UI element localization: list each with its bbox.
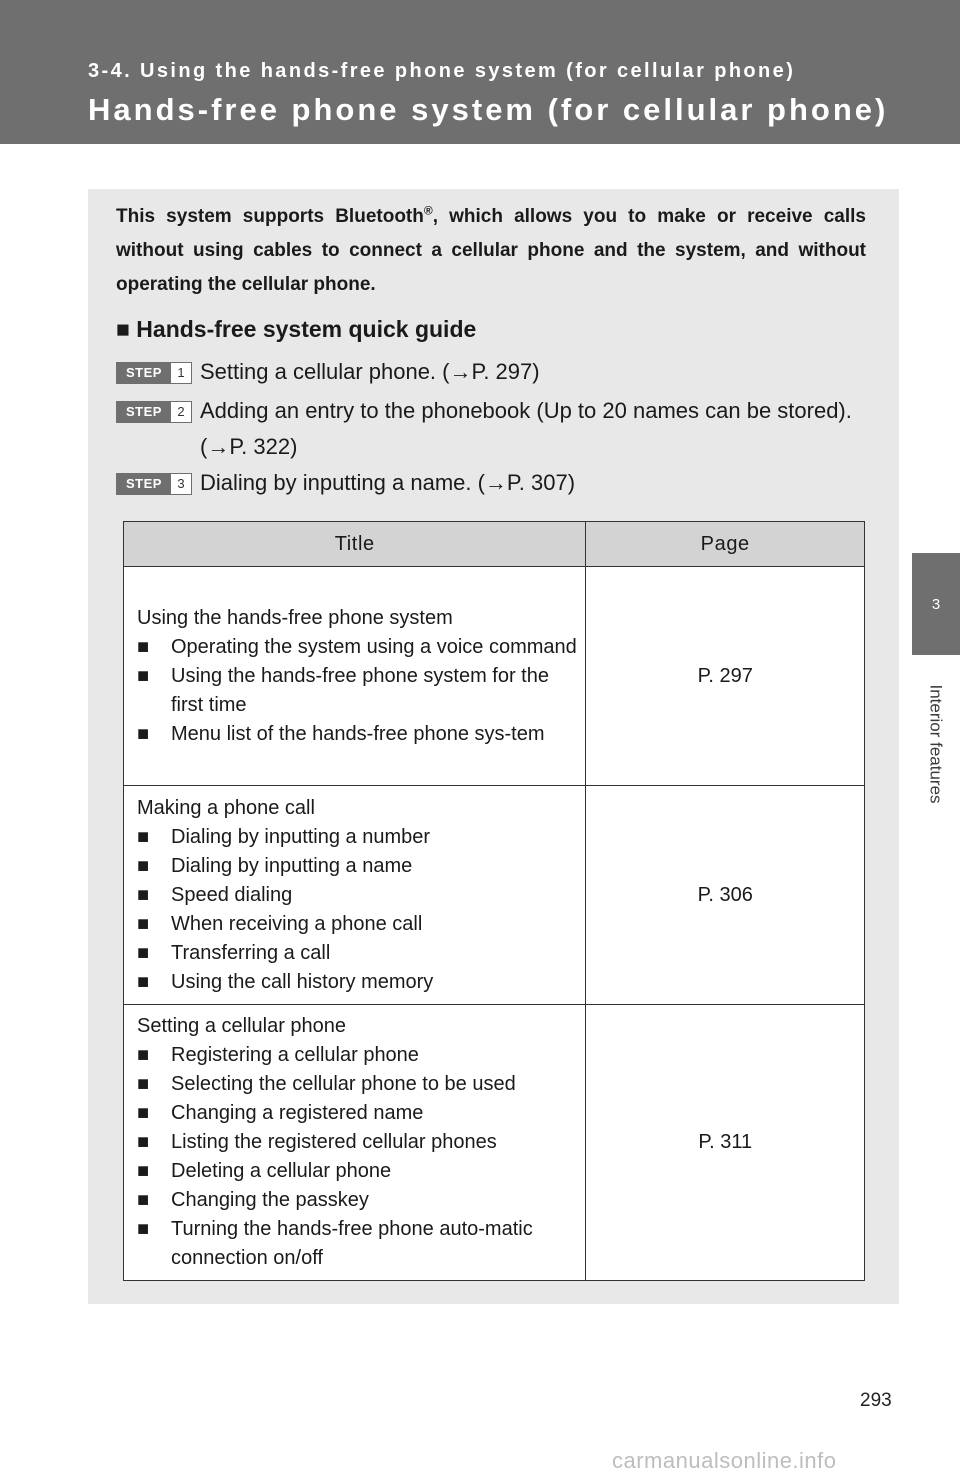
- section-heading: 3-4. Using the hands-free phone system (for cellular phone): [88, 60, 796, 82]
- bullet-icon: ■: [137, 1160, 150, 1182]
- list-item: [137, 910, 577, 939]
- step-text: Setting a cellular phone. (→P. 297): [200, 359, 540, 384]
- page-title: Hands-free phone system (for cellular phone): [88, 92, 889, 127]
- column-header-title: Title: [124, 522, 586, 567]
- page-reference: P. 306: [586, 786, 865, 1005]
- quick-guide-heading-text: Hands-free system quick guide: [136, 316, 477, 342]
- table-title-cell: [124, 567, 586, 786]
- chapter-header-bar: [0, 0, 960, 144]
- bullet-icon: ■: [137, 1189, 150, 1211]
- bullet-icon: ■: [137, 941, 150, 964]
- step-badge-word: STEP: [126, 365, 162, 380]
- list-item-label: Menu list of the hands-free phone sys-tem: [171, 722, 545, 745]
- list-item-label: When receiving a phone call: [171, 912, 423, 935]
- step-text: Dialing by inputting a name. (→P. 307): [200, 470, 576, 495]
- list-item: [137, 823, 577, 852]
- list-item: [137, 1128, 577, 1157]
- step-badge: [116, 362, 192, 384]
- bullet-icon: ■: [137, 970, 150, 993]
- step-text: Adding an entry to the phonebook (Up to 20 names can be stored). (→P. 322): [200, 398, 852, 459]
- step-item-3: [116, 465, 868, 501]
- heading-bullet-icon: ■: [116, 316, 130, 342]
- list-item-label: Dialing by inputting a name: [171, 854, 413, 877]
- chapter-tab: [912, 553, 960, 655]
- chapter-label-text: Interior features: [927, 684, 946, 804]
- bullet-icon: ■: [137, 1073, 150, 1095]
- list-item: [137, 720, 577, 749]
- step-badge: [116, 473, 192, 495]
- bullet-icon: ■: [137, 664, 150, 687]
- list-item: [137, 852, 577, 881]
- contents-table: [123, 521, 865, 1281]
- step-badge-word: STEP: [126, 476, 162, 491]
- step-badge: [116, 401, 192, 423]
- bullet-icon: ■: [137, 1044, 150, 1066]
- list-item-label: Changing a registered name: [171, 1102, 424, 1124]
- page-number: 293: [860, 1390, 892, 1411]
- step-badge-word: STEP: [126, 404, 162, 419]
- bullet-icon: ■: [137, 635, 150, 658]
- list-item-label: Using the call history memory: [171, 970, 434, 993]
- list-item: [137, 939, 577, 968]
- row-title: Setting a cellular phone: [137, 1015, 347, 1037]
- step-item-1: [116, 354, 868, 390]
- intro-text-after: , which allows you to make or receive calls without using cables to connect a cellular phone and the system, and without operating the cellular phone.: [116, 206, 866, 295]
- table-row: [124, 567, 865, 786]
- bullet-icon: ■: [137, 1131, 150, 1153]
- list-item: [137, 1099, 577, 1128]
- intro-paragraph: [116, 200, 866, 302]
- chapter-label: [912, 660, 960, 828]
- list-item: [137, 633, 577, 662]
- list-item-label: Selecting the cellular phone to be used: [171, 1073, 516, 1095]
- list-item: [137, 662, 577, 720]
- chapter-number: 3: [931, 595, 941, 613]
- list-item-label: Using the hands-free phone system for the first time: [171, 664, 549, 716]
- list-item-label: Changing the passkey: [171, 1189, 369, 1211]
- table-row: [124, 786, 865, 1005]
- row-title: Making a phone call: [137, 796, 315, 819]
- list-item: [137, 1070, 577, 1099]
- list-item-label: Dialing by inputting a number: [171, 825, 431, 848]
- list-item-label: Transferring a call: [171, 941, 331, 964]
- column-header-page: Page: [586, 522, 865, 567]
- row-title: Using the hands-free phone system: [137, 606, 453, 629]
- list-item: [137, 1215, 577, 1273]
- table-header-row: [124, 522, 865, 567]
- list-item-label: Speed dialing: [171, 883, 293, 906]
- bullet-icon: ■: [137, 1102, 150, 1124]
- page-reference: P. 311: [586, 1005, 865, 1281]
- bullet-icon: ■: [137, 912, 150, 935]
- registered-mark: ®: [423, 203, 433, 218]
- quick-guide-heading: [116, 316, 476, 343]
- step-badge-number: 1: [171, 363, 191, 383]
- step-badge-number: 2: [171, 402, 191, 422]
- page-reference: P. 297: [586, 567, 865, 786]
- list-item-label: Deleting a cellular phone: [171, 1160, 392, 1182]
- watermark: carmanualsonline.info: [612, 1448, 837, 1473]
- bullet-icon: ■: [137, 1218, 150, 1240]
- list-item-label: Listing the registered cellular phones: [171, 1131, 497, 1153]
- bullet-icon: ■: [137, 854, 150, 877]
- list-item: [137, 1157, 577, 1186]
- bullet-icon: ■: [137, 825, 150, 848]
- list-item-label: Operating the system using a voice command: [171, 635, 577, 658]
- list-item: [137, 968, 577, 997]
- step-item-2: [116, 393, 868, 465]
- table-title-cell: [124, 786, 586, 1005]
- list-item-label: Turning the hands-free phone auto-matic connection on/off: [171, 1218, 533, 1269]
- bullet-icon: ■: [137, 722, 150, 745]
- table-title-cell: [124, 1005, 586, 1281]
- list-item: [137, 1186, 577, 1215]
- list-item: [137, 881, 577, 910]
- list-item: [137, 1041, 577, 1070]
- intro-text-before: This system supports Bluetooth: [116, 206, 424, 227]
- list-item-label: Registering a cellular phone: [171, 1044, 419, 1066]
- table-row: [124, 1005, 865, 1281]
- bullet-icon: ■: [137, 883, 150, 906]
- step-badge-number: 3: [171, 474, 191, 494]
